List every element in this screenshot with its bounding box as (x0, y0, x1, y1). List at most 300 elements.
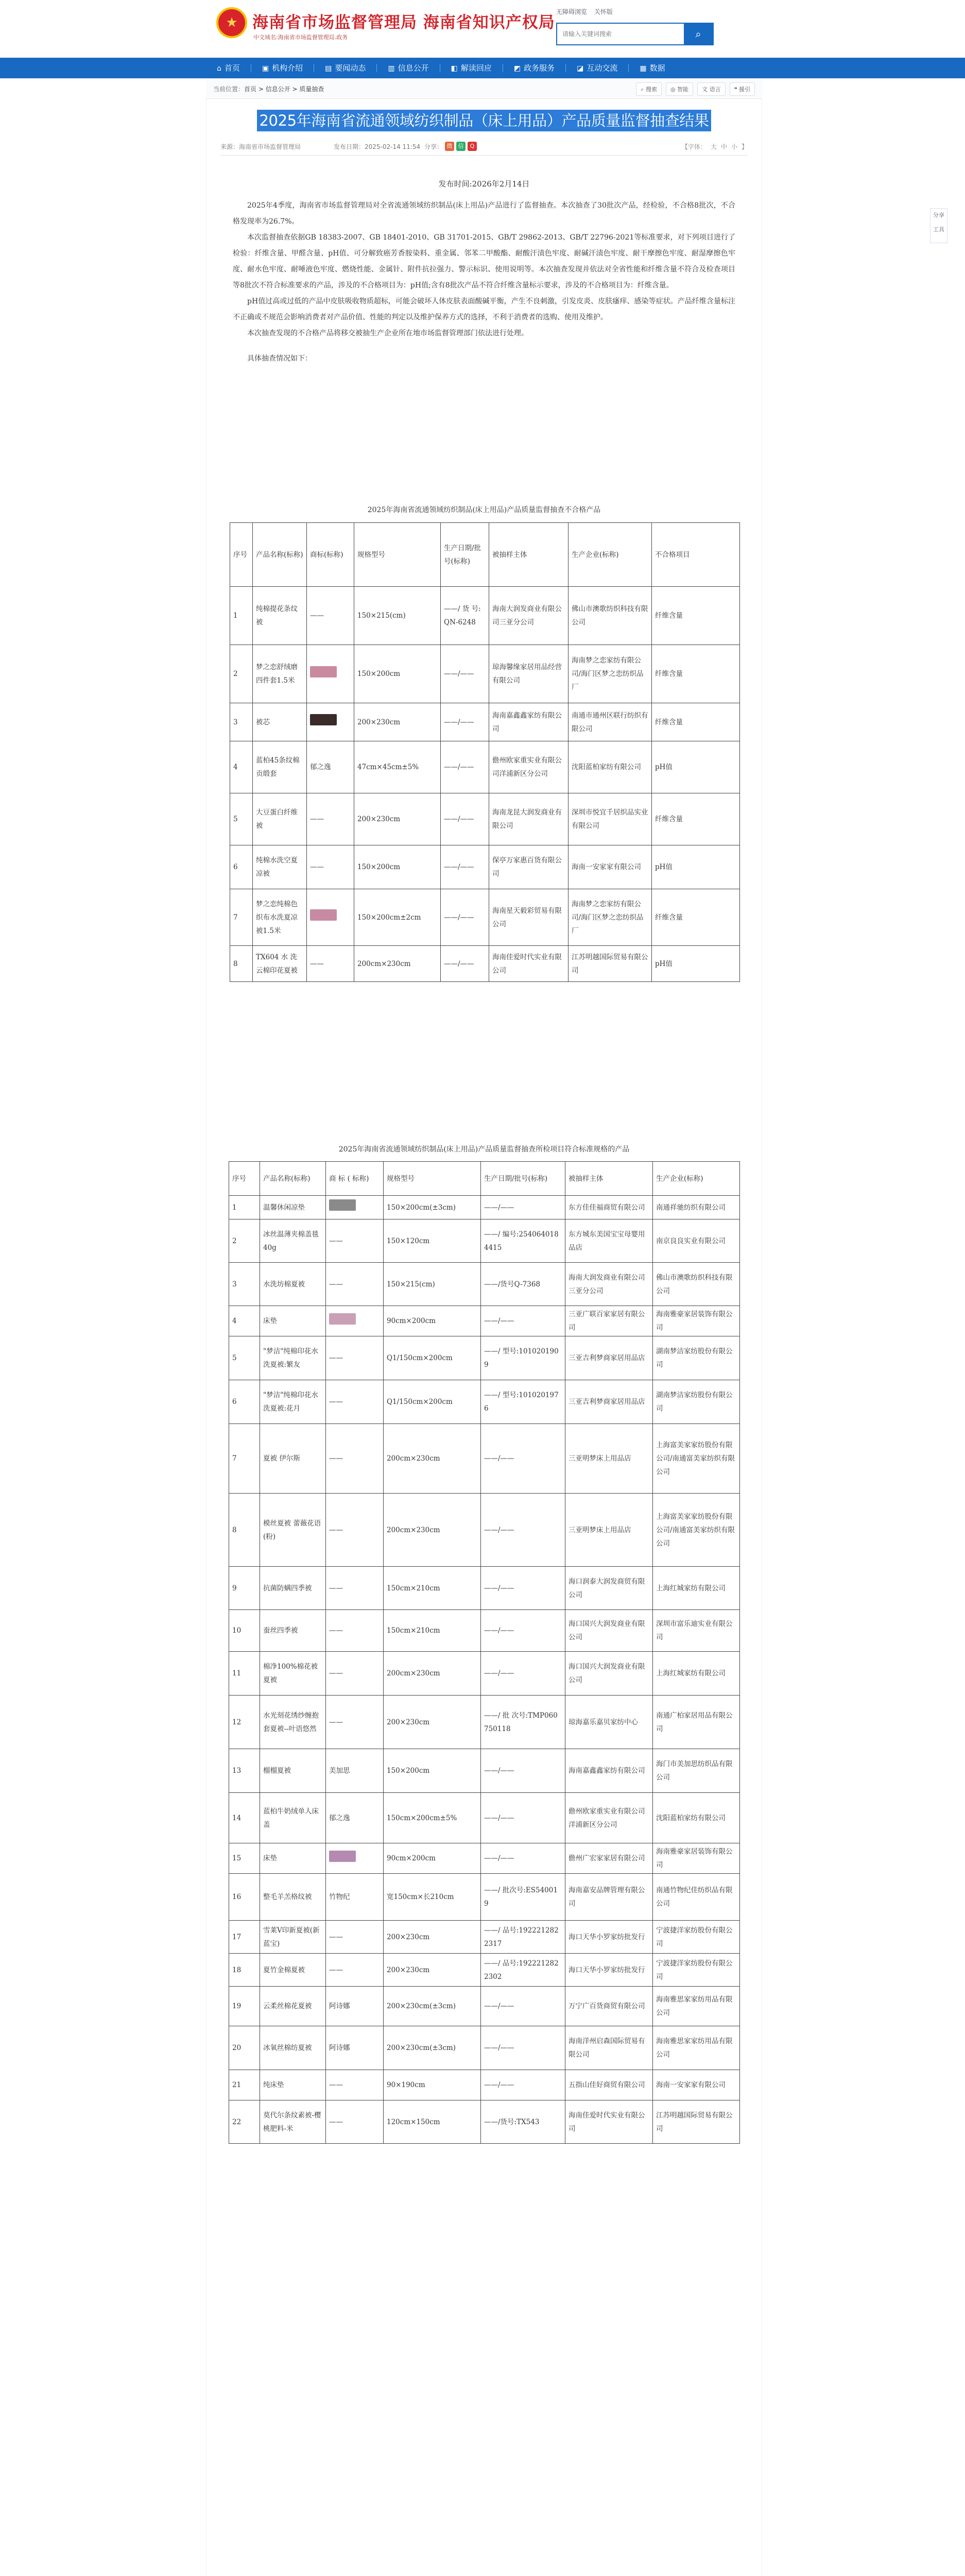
table-cell: 200×230cm (384, 1954, 481, 1987)
table-cell: 150×120cm (384, 1219, 481, 1263)
table-cell: 47cm×45cm±5% (354, 741, 441, 793)
search-input[interactable] (557, 24, 684, 44)
table-cell: 海口国兴大润发商业有限公司 (565, 1610, 653, 1652)
table-cell: ——/—— (481, 1494, 565, 1567)
nav-news[interactable]: ▤ 要闻动态 (314, 58, 376, 78)
table-cell: ——/货号:TX543 (481, 2100, 565, 2144)
table-cell: ——/—— (481, 1196, 565, 1219)
nav-interpretation[interactable]: ◧ 解读回应 (440, 58, 503, 78)
table-cell: ——/—— (441, 741, 489, 793)
news-icon: ▤ (325, 64, 332, 73)
table-cell: 蓝柏牛奶绒单人床盖 (260, 1793, 326, 1843)
table-cell: ——/—— (481, 2070, 565, 2100)
table-cell: 200×230cm (354, 703, 441, 741)
brand-logo-icon (310, 714, 337, 725)
passed-products-table (229, 1161, 740, 2144)
table2-caption: 2025年海南省流通领域纺织制品(床上用品)产品质量监督抽查所检项目符合标准规格的产品 (338, 1145, 630, 1154)
table-cell: 纤维含量 (652, 793, 740, 845)
table-cell: 5 (230, 793, 253, 845)
brand-logo-cell (307, 889, 354, 946)
table-cell: 宽150cm×长210cm (384, 1874, 481, 1921)
top-links (556, 7, 618, 16)
table-cell: 莫代尔条纹素被-樱桃肥料-米 (260, 2100, 326, 2144)
emblem-icon: ★ (216, 7, 247, 38)
table-cell: —— (326, 1380, 384, 1424)
table-row (229, 2100, 740, 2144)
table-cell: 海南一安家家有限公司 (653, 2070, 740, 2100)
reply-icon: ◧ (451, 64, 458, 73)
table-cell: 纯棉水洗空夏凉被 (253, 845, 307, 889)
breadcrumb-path[interactable]: 首页 > 信息公开 > 质量抽查 (244, 86, 324, 93)
table-header-cell: 商标(标称) (307, 523, 354, 587)
table-cell: 东方城东美国宝宝母婴用品店 (565, 1219, 653, 1263)
table-cell: 150×200cm(±3cm) (384, 1196, 481, 1219)
table-cell: 150×215(cm) (354, 587, 441, 645)
table-cell: 冰丝温薄夹棉盖毯40g (260, 1219, 326, 1263)
table-header-cell: 被抽样主体 (489, 523, 568, 587)
table-row (230, 793, 740, 845)
info-icon: ▥ (388, 64, 395, 73)
main-nav (0, 58, 965, 78)
table-cell: 南通竹物纪佳纺织品有限公司 (653, 1874, 740, 1921)
table-header-cell: 规格型号 (354, 523, 441, 587)
table-cell: 美加思 (326, 1749, 384, 1793)
service-icon: ◩ (513, 64, 521, 73)
table-cell: —— (326, 1567, 384, 1610)
table-row (229, 1494, 740, 1567)
table-cell: 水洗坊棉夏被 (260, 1263, 326, 1306)
table-header-cell: 生产日期/批号(标称) (481, 1162, 565, 1196)
brand-logo-cell (307, 645, 354, 703)
table-cell: 8 (230, 946, 253, 982)
table-row (229, 1921, 740, 1954)
table-cell: 阿诗娜 (326, 1987, 384, 2026)
table-cell: 三亚吉利梦商家居用品店 (565, 1380, 653, 1424)
font-size-control: 【字体： 大 中 小 】 (681, 143, 748, 150)
table-row (230, 645, 740, 703)
table-row (230, 889, 740, 946)
nav-interaction[interactable]: ◪ 互动交流 (566, 58, 628, 78)
table-cell: 90cm×200cm (384, 1306, 481, 1336)
table-row (229, 1219, 740, 1263)
table-cell: 90×190cm (384, 2070, 481, 2100)
paragraph: 具体抽查情况如下： (247, 354, 312, 363)
table-cell: 海口天华小罗家纺批发行 (565, 1954, 653, 1987)
search-box (556, 23, 714, 45)
paragraph: pH值过高或过低的产品中皮肤吸收物质超标，可能会破坏人体皮肤表面酸碱平衡，产生不良刺激，引发皮炎、皮肤瘙痒、感染等症状。产品纤维含量标注不正确或不规范会影响消费者对产品价值、性能的判定以及维护保养方式的选择，不利于消费者的选购、使用及维护。 (233, 297, 735, 321)
article-title-wrap (206, 109, 762, 130)
table-cell: 郁之逸 (307, 741, 354, 793)
table-cell: ——/—— (441, 703, 489, 741)
table-cell: ——/—— (481, 1843, 565, 1874)
table-cell: 五指山佳好商贸有限公司 (565, 2070, 653, 2100)
table-cell: 梦之恋舒绒磨四件套1.5米 (253, 645, 307, 703)
table-cell: 200×230cm (384, 1696, 481, 1749)
table-cell: 22 (229, 2100, 260, 2144)
table-cell: 海南星天毅彩贸易有限公司 (489, 889, 568, 946)
table-cell: 郁之逸 (326, 1793, 384, 1843)
brand-logo-icon (329, 1851, 356, 1862)
table-cell: 7 (230, 889, 253, 946)
table-header-cell: 生产企业(标称) (568, 523, 652, 587)
table-cell: 宁波捷洋家纺股份有限公司 (653, 1954, 740, 1987)
table-cell: 7 (229, 1424, 260, 1494)
breadcrumb: 当前位置：首页 > 信息公开 > 质量抽查 (213, 86, 324, 93)
table-row (229, 2026, 740, 2070)
table-cell: ——/—— (441, 946, 489, 982)
table-cell: 江苏明越国际贸易有限公司 (653, 2100, 740, 2144)
table-row (229, 1843, 740, 1874)
table-cell: ——/—— (481, 2026, 565, 2070)
table-cell: 海南大润发商业有限公司三亚分公司 (565, 1263, 653, 1306)
table-row (229, 1306, 740, 1336)
table-cell: 纯床垫 (260, 2070, 326, 2100)
table-row (229, 2070, 740, 2100)
table-cell: 上海富美家家纺股份有限公司/南通富美家纺织有限公司 (653, 1424, 740, 1494)
table-cell: 海南佳爱时代实业有限公司 (565, 2100, 653, 2144)
table-cell: 海口天华小罗家纺批发行 (565, 1921, 653, 1954)
table-cell: ——/—— (481, 1987, 565, 2026)
brand-logo-icon (329, 1199, 356, 1211)
table-cell: 万宁广百货商贸有限公司 (565, 1987, 653, 2026)
table-cell: 模丝夏被 蕾薇花语(粉) (260, 1494, 326, 1567)
qzone-share-icon[interactable]: Q (468, 142, 477, 151)
table-cell: 大豆蛋白纤维被 (253, 793, 307, 845)
table-row (229, 1610, 740, 1652)
table-cell: ——/—— (441, 645, 489, 703)
brand-logo-cell (326, 1196, 384, 1219)
table-cell: —— (307, 587, 354, 645)
table-cell: 南通广柏家居用品有限公司 (653, 1696, 740, 1749)
table-row (229, 1380, 740, 1424)
table-cell: —— (326, 1494, 384, 1567)
org-icon: ▣ (262, 64, 269, 73)
table-cell: —— (326, 1263, 384, 1306)
table-cell: 150×200cm (354, 645, 441, 703)
brand-logo-icon (329, 1313, 356, 1325)
table-cell: 150×200cm±2cm (354, 889, 441, 946)
table-cell: 棉净100%棉花被夏被 (260, 1652, 326, 1696)
table-cell: 阿诗娜 (326, 2026, 384, 2070)
table-header-cell: 商 标 ( 标称) (326, 1162, 384, 1196)
table-cell: ——/—— (481, 1306, 565, 1336)
tool-search[interactable]: ⌕ 搜索 (636, 82, 662, 96)
table-cell: 150×200cm (354, 845, 441, 889)
table-cell: 云柔丝棉花夏被 (260, 1987, 326, 2026)
page-tools (636, 82, 755, 96)
table-cell: 整毛羊羔格纹被 (260, 1874, 326, 1921)
search-icon[interactable]: ⌕ (684, 24, 713, 44)
home-icon: ⌂ (217, 64, 221, 73)
table-cell: 纤维含量 (652, 645, 740, 703)
table-cell: 东方佳佳福商贸有限公司 (565, 1196, 653, 1219)
table-cell: —— (326, 1336, 384, 1380)
table-cell: 深圳市富乐迪实业有限公司 (653, 1610, 740, 1652)
table-cell: 2 (230, 645, 253, 703)
table-cell: 4 (229, 1306, 260, 1336)
table-cell: 海南嘉鑫鑫家纺有限公司 (565, 1749, 653, 1793)
paragraph: 2025年4季度，海南省市场监督管理局对全省流通领域纺织制品(床上用品)产品进行了监督抽查。本次抽查了30批次产品，经检验，不合格8批次，不合格发现率为26.7%。 (233, 201, 735, 226)
table-cell: 2 (229, 1219, 260, 1263)
table-cell: 海南嘉鑫鑫家纺有限公司 (489, 703, 568, 741)
table-row (229, 1652, 740, 1696)
table-row (229, 1954, 740, 1987)
article-meta (220, 138, 748, 156)
table-cell: 温馨休闲凉垫 (260, 1196, 326, 1219)
table-row (229, 1196, 740, 1219)
table-cell: —— (326, 1921, 384, 1954)
table-cell: —— (326, 1696, 384, 1749)
table-cell: —— (307, 845, 354, 889)
table-cell: ——/ 编号:2540640184415 (481, 1219, 565, 1263)
chat-icon: ◪ (577, 64, 584, 73)
table-cell: 海口润泰大润发商贸有限公司 (565, 1567, 653, 1610)
table-header-cell: 序号 (230, 523, 253, 587)
nav-disclosure[interactable]: ▥ 信息公开 (377, 58, 439, 78)
table-cell: 儋州欧家重实业有限公司洋浦新区分公司 (489, 741, 568, 793)
table-cell: ——/货号Q-7368 (481, 1263, 565, 1306)
table-cell: "梦洁"纯棉印花水洗夏被:花月 (260, 1380, 326, 1424)
table-cell: 深圳市悦宜千居织品实业有限公司 (568, 793, 652, 845)
table-cell: 1 (229, 1196, 260, 1219)
brand-logo-cell (307, 703, 354, 741)
paragraph: 本次监督抽查依据GB 18383-2007、GB 18401-2010、GB 31701-2015、GB/T 29862-2013、GB/T 22796-2021等标准要求，对下列项目进行了检验：纤维含量、甲醛含量、pH值、可分解致癌芳香胺染料、重金属、邻苯二甲酸酯、耐酸汗渍色牢度、耐碱汗渍色牢度、耐干摩擦色牢度、耐湿摩擦色牢度、耐水色牢度、耐唾液色牢度、燃烧性能、金属针、附件抗拉强力、警示标识、使用说明等。本次抽查发现并依法对全省性能和纤维含量不符合及检查项目等8批次不符合标准要求的产品，涉及的不合格项目为：pH值;含有8批次产品不符合纤维含量标示要求，涉及的不合格项目为：纤维含量。 (233, 233, 735, 290)
tool-language[interactable]: 文 语言 (697, 82, 726, 96)
table-header-cell: 不合格项目 (652, 523, 740, 587)
table-cell: 200cm×230cm (384, 1424, 481, 1494)
table-cell: 南京良良实业有限公司 (653, 1219, 740, 1263)
table-cell: 佛山市澳歌纺织科技有限公司 (568, 587, 652, 645)
table-cell: pH值 (652, 741, 740, 793)
table-header-cell: 规格型号 (384, 1162, 481, 1196)
table-cell: ——/ 批 次号:TMP060750118 (481, 1696, 565, 1749)
table-row (229, 1696, 740, 1749)
table-row (230, 703, 740, 741)
site-header (0, 0, 965, 58)
table-header-cell: 产品名称(标称) (260, 1162, 326, 1196)
table-cell: 三亚广联百家家居有限公司 (565, 1306, 653, 1336)
table-cell: 上海富美家家纺股份有限公司/南通富美家纺织有限公司 (653, 1494, 740, 1567)
table-cell: 江苏明越国际贸易有限公司 (568, 946, 652, 982)
table-cell: 保亭万家惠百货有限公司 (489, 845, 568, 889)
table-cell: 抗菌防螨四季被 (260, 1567, 326, 1610)
publish-time: 发布时间:2026年2月14日 (438, 179, 530, 189)
table-cell: 200×230cm(±3cm) (384, 1987, 481, 2026)
table-cell: Q1/150cm×200cm (384, 1336, 481, 1380)
table-cell: 纯棉提花条纹被 (253, 587, 307, 645)
table-cell: 3 (230, 703, 253, 741)
table-cell: 6 (229, 1380, 260, 1424)
side-tools[interactable]: 工具 (933, 226, 944, 233)
table-cell: ——/—— (481, 1610, 565, 1652)
table-cell: ——/ 品号:1922212822302 (481, 1954, 565, 1987)
table-cell: 纤维含量 (652, 889, 740, 946)
site-subtitle: 中文域名:海南省市场监督管理局.政务 (253, 34, 348, 41)
table-cell: —— (326, 1610, 384, 1652)
table-cell: 夏被 伊尔斯 (260, 1424, 326, 1494)
brand-logo-cell (326, 1306, 384, 1336)
article-title: 2025年海南省流通领域纺织制品（床上用品）产品质量监督抽查结果 (257, 110, 711, 131)
table-cell: 三亚吉利梦商家居用品店 (565, 1336, 653, 1380)
site-title: 海南省市场监督管理局 海南省知识产权局 (252, 13, 555, 32)
tool-cite[interactable]: ❝ 援引 (730, 82, 755, 96)
table-cell: 蓝柏45条纹棉贡缎套 (253, 741, 307, 793)
table-cell: —— (326, 2100, 384, 2144)
table-cell: 榴榴夏被 (260, 1749, 326, 1793)
table-cell: 13 (229, 1749, 260, 1793)
table-cell: 海南雅思家家纺用品有限公司 (653, 1987, 740, 2026)
nav-about[interactable]: ▣ 机构介绍 (251, 58, 314, 78)
table-cell: ——/—— (481, 1749, 565, 1793)
table-cell: 10 (229, 1610, 260, 1652)
table-cell: 18 (229, 1954, 260, 1987)
table-cell: TX604 水 洗 云棉印花夏被 (253, 946, 307, 982)
table-header-cell: 生产日期/批号(标称) (441, 523, 489, 587)
article-source: 来源：海南省市场监督管理局 (220, 143, 301, 150)
table-cell: 梦之恋纯棉色织布水洗夏凉被1.5米 (253, 889, 307, 946)
table-cell: 海南一安家家有限公司 (568, 845, 652, 889)
accessibility-link[interactable]: 无障碍浏览 (556, 8, 588, 15)
table-cell: 儋州广宏家家居有限公司 (565, 1843, 653, 1874)
table-row (229, 1424, 740, 1494)
table-cell: 200×230cm(±3cm) (384, 2026, 481, 2070)
table-cell: 8 (229, 1494, 260, 1567)
table-cell: 上海红城家纺有限公司 (653, 1567, 740, 1610)
table-cell: "梦洁"纯棉印花水洗夏被:繁友 (260, 1336, 326, 1380)
table-cell: ——/—— (441, 889, 489, 946)
table-cell: ——/—— (481, 1567, 565, 1610)
table-cell: 琼海馨缘家居用品经营有限公司 (489, 645, 568, 703)
table-cell: ——/ 批次号:ES540019 (481, 1874, 565, 1921)
table-cell: 床垫 (260, 1843, 326, 1874)
table-row (229, 1874, 740, 1921)
font-large[interactable]: 大 (710, 143, 717, 150)
table-cell: 海南佳爱时代实业有限公司 (489, 946, 568, 982)
table-cell: 沈阳蓝柏家纺有限公司 (653, 1793, 740, 1843)
table-cell: 宁波捷洋家纺股份有限公司 (653, 1921, 740, 1954)
table-cell: 150cm×200cm±5% (384, 1793, 481, 1843)
table-cell: 海南洋州启森国际贸易有限公司 (565, 2026, 653, 2070)
table-row (229, 1336, 740, 1380)
table-cell: 200×230cm (384, 1921, 481, 1954)
table-cell: 海南雅思家家纺用品有限公司 (653, 2026, 740, 2070)
table-cell: 海南梦之恋家纺有限公司/海门区梦之恋纺织品厂 (568, 889, 652, 946)
table-cell: 150×215(cm) (384, 1263, 481, 1306)
table-cell: 上海红城家纺有限公司 (653, 1652, 740, 1696)
table-cell: 1 (230, 587, 253, 645)
table-header-row (230, 523, 740, 587)
nav-data[interactable]: ▦ 数据 (629, 58, 676, 78)
table-cell: 南通市通州区联行纺织有限公司 (568, 703, 652, 741)
table-cell: 水光刻花绣纱缠抱套夏被--叶语悠然 (260, 1696, 326, 1749)
table-header-cell: 生产企业(标称) (653, 1162, 740, 1196)
table-cell: ——/—— (481, 1424, 565, 1494)
table-cell: ——/—— (481, 1793, 565, 1843)
side-share[interactable]: 分享 (933, 212, 944, 218)
table-header-cell: 产品名称(标称) (253, 523, 307, 587)
table-cell: 南通祥驰纺织有限公司 (653, 1196, 740, 1219)
table-cell: 12 (229, 1696, 260, 1749)
wechat-share-icon[interactable]: 信 (456, 142, 466, 151)
table-cell: 床垫 (260, 1306, 326, 1336)
table-cell: ——/ 货 号:QN-6248 (441, 587, 489, 645)
table-row (229, 1793, 740, 1843)
table-cell: ——/—— (481, 1652, 565, 1696)
table-cell: 150cm×210cm (384, 1567, 481, 1610)
table-row (230, 741, 740, 793)
table-cell: pH值 (652, 845, 740, 889)
table-cell: 90cm×200cm (384, 1843, 481, 1874)
brand-logo-icon (310, 666, 337, 677)
table-cell: 海门市美加思纺织品有限公司 (653, 1749, 740, 1793)
table-cell: —— (326, 1424, 384, 1494)
nav-home[interactable]: ⌂ 首页 (206, 58, 251, 78)
table-cell: —— (326, 2070, 384, 2100)
font-small[interactable]: 小 (731, 143, 737, 150)
table-cell: ——/—— (441, 845, 489, 889)
table-cell: 17 (229, 1921, 260, 1954)
table-cell: 120cm×150cm (384, 2100, 481, 2144)
table-cell: 沈阳蓝柏家纺有限公司 (568, 741, 652, 793)
table-cell: 200cm×230cm (384, 1652, 481, 1696)
table-row (229, 1263, 740, 1306)
table-cell: 5 (229, 1336, 260, 1380)
failed-products-table (230, 522, 740, 982)
table-cell: 湖南梦洁家纺股份有限公司 (653, 1336, 740, 1380)
table-cell: ——/—— (441, 793, 489, 845)
table-cell: 200cm×230cm (384, 1494, 481, 1567)
table-cell: 16 (229, 1874, 260, 1921)
table-cell: 琼海嘉乐嘉贝家纺中心 (565, 1696, 653, 1749)
table-cell: 雪莱V印新夏被(新蓝宝) (260, 1921, 326, 1954)
table-cell: —— (307, 793, 354, 845)
data-icon: ▦ (640, 64, 647, 73)
table-cell: 3 (229, 1263, 260, 1306)
table-cell: 湖南梦洁家纺股份有限公司 (653, 1380, 740, 1424)
table-header-row (229, 1162, 740, 1196)
table-row (230, 845, 740, 889)
share-label: 分享： (424, 143, 443, 150)
table-cell: 海南嘉安品牌管理有限公司 (565, 1874, 653, 1921)
tool-smart[interactable]: ◎ 智能 (666, 82, 693, 96)
care-mode-link[interactable]: 关怀版 (594, 8, 613, 15)
table-cell: 冰氧丝棉纺夏被 (260, 2026, 326, 2070)
table-cell: —— (307, 946, 354, 982)
table-cell: 14 (229, 1793, 260, 1843)
paragraph: 本次抽查发现的不合格产品将移交被抽生产企业所在地市场监督管理部门依法进行处理。 (247, 329, 528, 337)
table-header-cell: 被抽样主体 (565, 1162, 653, 1196)
brand-logo-icon (310, 909, 337, 921)
table-header-cell: 序号 (229, 1162, 260, 1196)
table-cell: 三亚明梦床上用品店 (565, 1424, 653, 1494)
table-cell: Q1/150cm×200cm (384, 1380, 481, 1424)
weibo-share-icon[interactable]: 微 (445, 142, 454, 151)
table-cell: ——/ 品号:1922212822317 (481, 1921, 565, 1954)
table-cell: —— (326, 1954, 384, 1987)
table-cell: 200cm×230cm (354, 946, 441, 982)
table-cell: 夏竹金棉夏被 (260, 1954, 326, 1987)
table-row (229, 1749, 740, 1793)
table-cell: 海口国兴大润发商业有限公司 (565, 1652, 653, 1696)
table-cell: 纤维含量 (652, 587, 740, 645)
table-cell: pH值 (652, 946, 740, 982)
table-cell: 15 (229, 1843, 260, 1874)
nav-services[interactable]: ◩ 政务服务 (503, 58, 565, 78)
table-cell: 200×230cm (354, 793, 441, 845)
font-medium[interactable]: 中 (720, 143, 727, 150)
table-cell: ——/ 型号:1010201976 (481, 1380, 565, 1424)
article-date: 发布日期：2025-02-14 11:54 (334, 143, 421, 150)
